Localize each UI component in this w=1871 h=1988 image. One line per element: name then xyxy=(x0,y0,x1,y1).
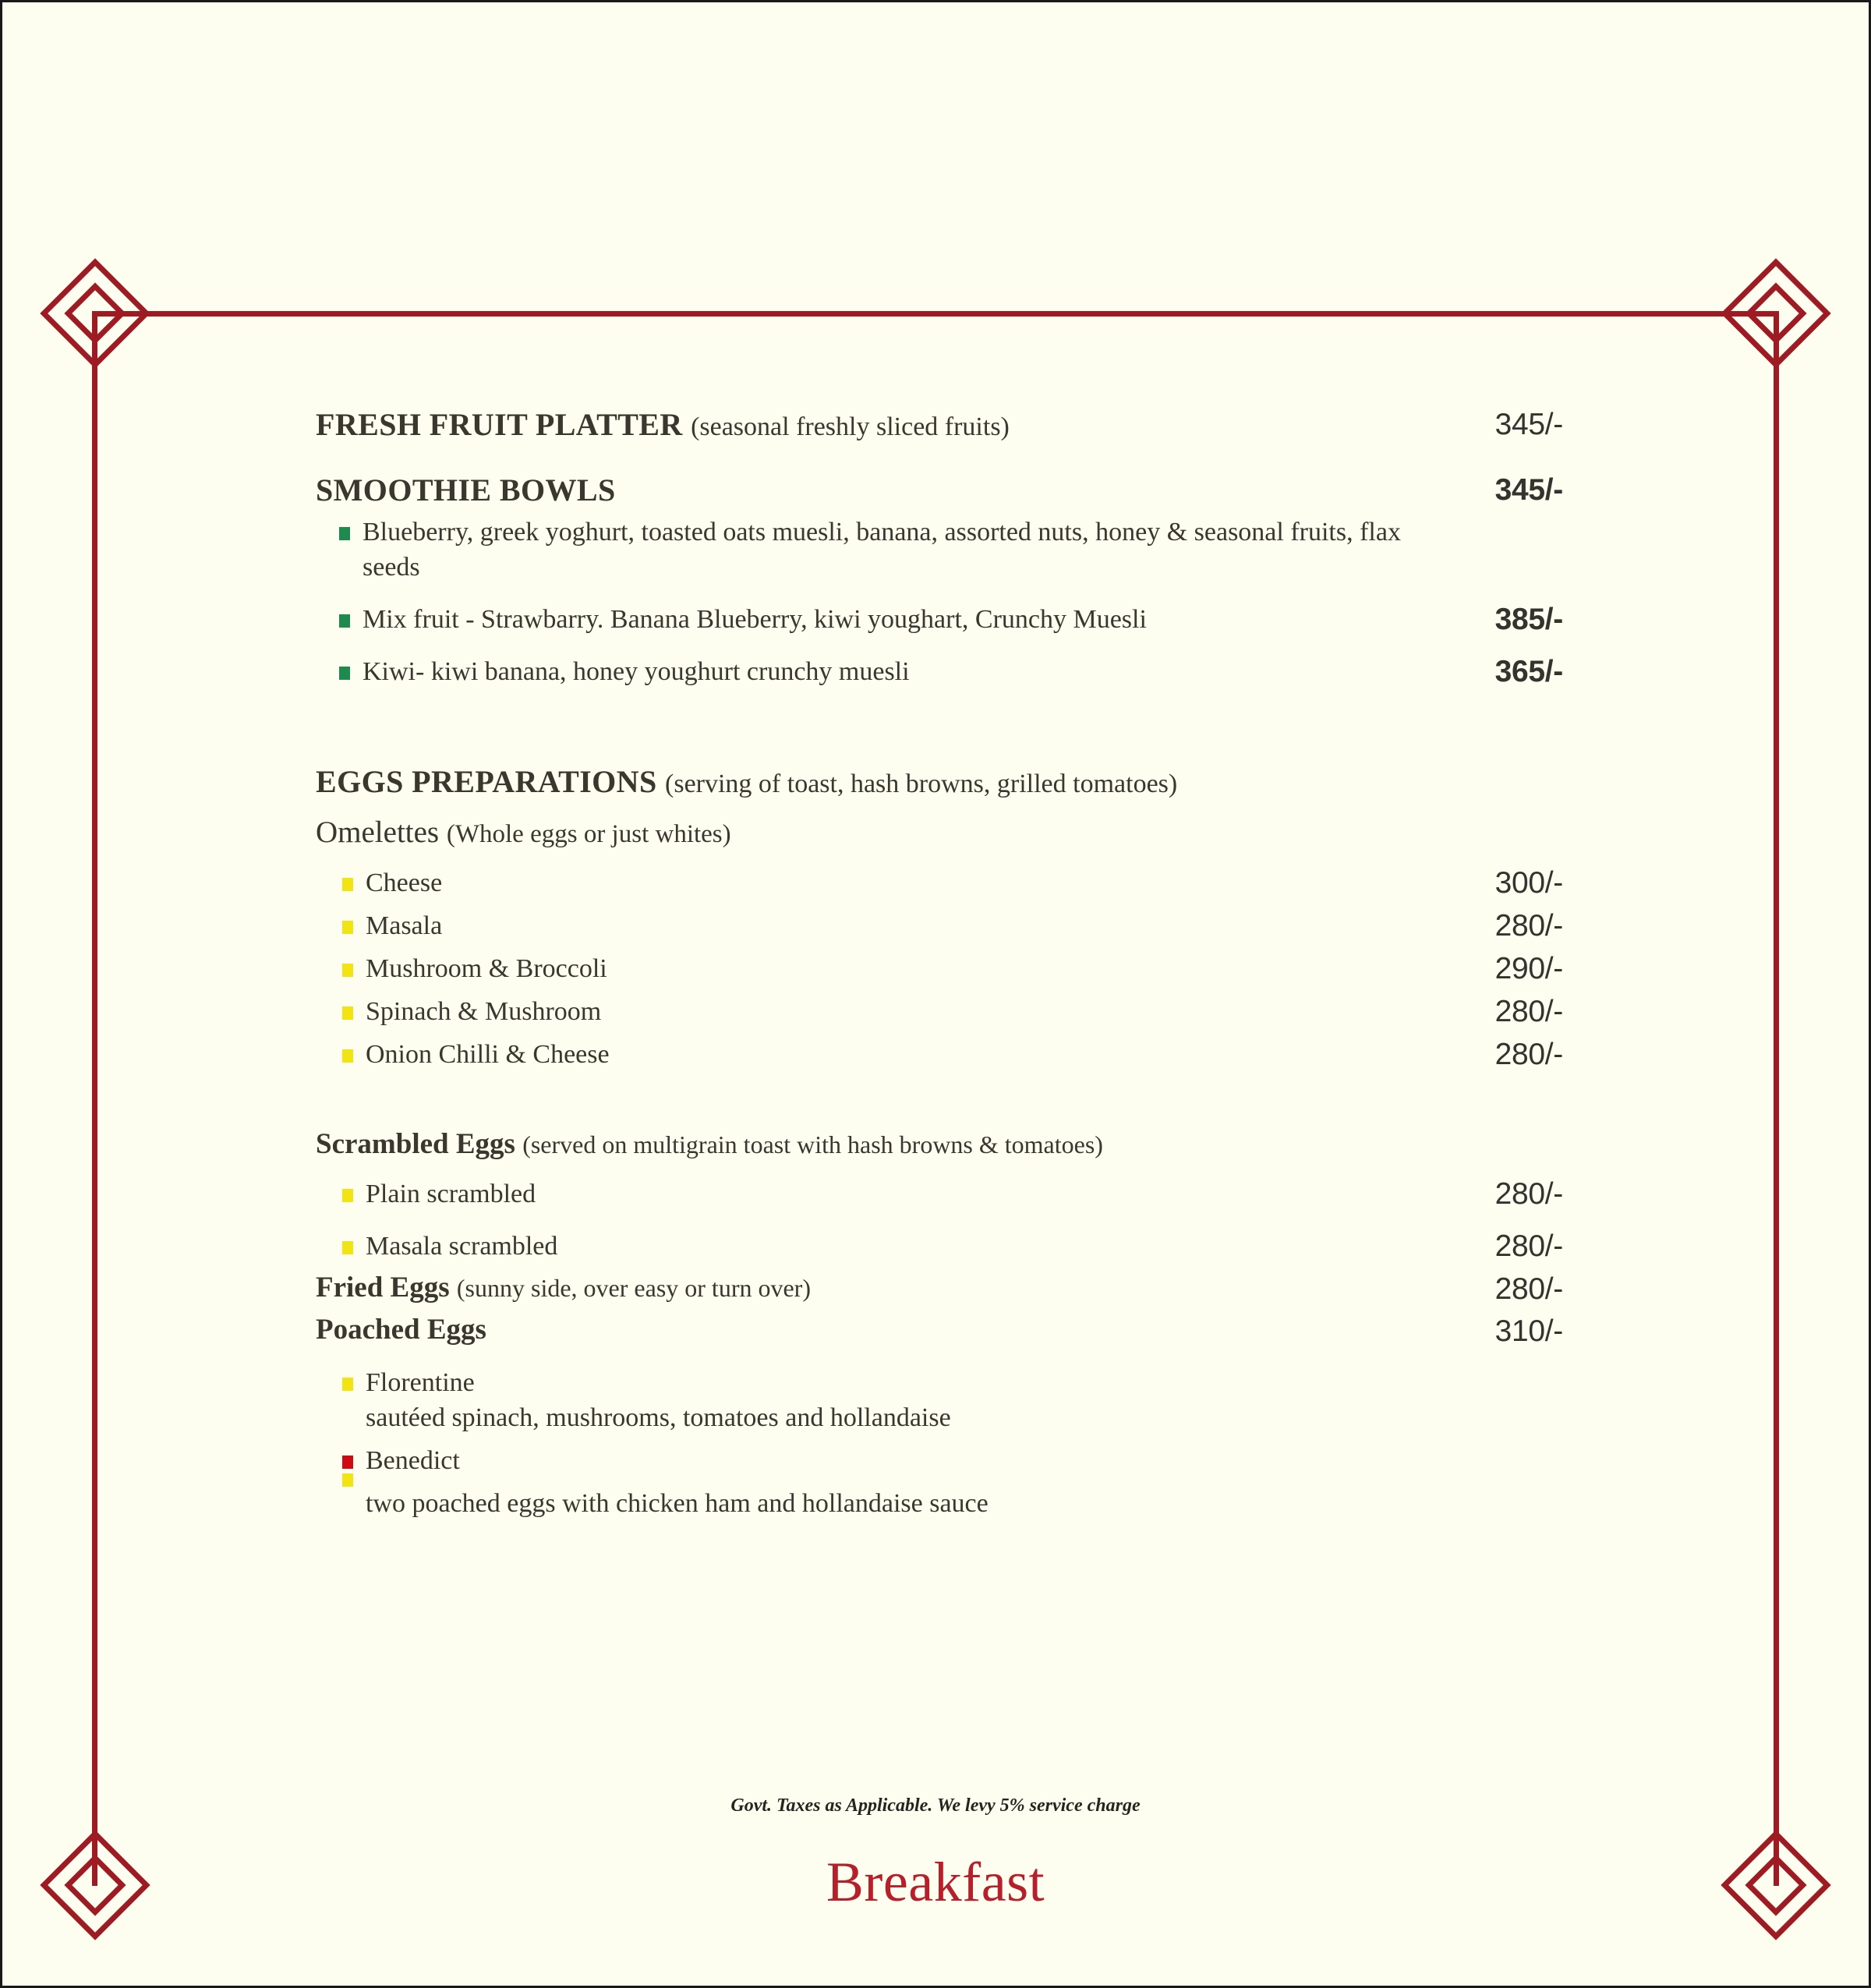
list-item-label: Plain scrambled xyxy=(366,1180,536,1209)
page-title: Breakfast xyxy=(826,1851,1045,1913)
list-item xyxy=(342,1177,1563,1212)
price-value: 280/- xyxy=(1494,1177,1563,1212)
square-bullet-icon xyxy=(342,921,353,934)
list-item-label: Cheese xyxy=(366,868,443,898)
list-item-label: Florentine xyxy=(366,1368,475,1398)
list-item-label: Onion Chilli & Cheese xyxy=(366,1039,610,1069)
price-value: 280/- xyxy=(1494,1229,1563,1264)
list-item xyxy=(342,1038,1563,1073)
list-item-label: Masala scrambled xyxy=(366,1232,558,1261)
price-value: 280/- xyxy=(1494,995,1563,1029)
subsection-note-text: (Whole eggs or just whites) xyxy=(446,819,731,848)
list-item xyxy=(339,603,1563,638)
list-item xyxy=(342,1444,1563,1487)
subsection-heading-poached-eggs xyxy=(316,1314,1415,1346)
list-item xyxy=(339,515,1563,585)
section-note-text: (seasonal freshly sliced fruits) xyxy=(691,412,1010,441)
list-item xyxy=(342,952,1563,987)
price-value: 280/- xyxy=(1494,1037,1563,1071)
square-bullet-icon xyxy=(342,878,353,891)
diamond-ornament-icon-top-right xyxy=(1730,267,1822,359)
subsection-title-text: Fried Eggs xyxy=(316,1272,450,1304)
menu-section-smoothie-bowls xyxy=(316,473,1563,508)
price-value: 290/- xyxy=(1494,952,1563,986)
menu-content xyxy=(316,408,1563,1522)
price-value: 385/- xyxy=(1494,602,1563,636)
frame-line-right xyxy=(1774,311,1779,1886)
subsection-heading-omelettes xyxy=(316,816,1563,850)
section-heading xyxy=(316,473,1415,508)
diamond-ornament-icon-top-left xyxy=(49,267,141,359)
frame-line-top xyxy=(92,311,1779,317)
list-item-label: Spinach & Mushroom xyxy=(366,997,602,1027)
subsection-title-text: Poached Eggs xyxy=(316,1314,486,1346)
section-heading xyxy=(316,765,1415,799)
tax-notice: Govt. Taxes as Applicable. We levy 5% service charge xyxy=(730,1795,1141,1816)
section-heading xyxy=(316,408,1415,442)
list-item xyxy=(342,866,1563,901)
square-bullet-icon xyxy=(342,1241,353,1254)
list-item-label: Benedict xyxy=(366,1445,460,1475)
list-item-label: Mushroom & Broccoli xyxy=(366,954,607,984)
square-bullet-icon xyxy=(339,527,350,540)
section-title-text: EGGS PREPARATIONS xyxy=(316,763,657,799)
price-value: 280/- xyxy=(1494,1272,1563,1307)
square-bullet-icon xyxy=(339,614,350,628)
price-value: 365/- xyxy=(1494,654,1563,688)
section-title-text: FRESH FRUIT PLATTER xyxy=(316,407,683,442)
list-item xyxy=(342,1366,1563,1401)
square-bullet-icon xyxy=(342,1049,353,1063)
subsection-heading-fried-eggs xyxy=(316,1272,1415,1304)
price-value: 280/- xyxy=(1494,909,1563,943)
square-bullet-icon xyxy=(342,964,353,977)
list-item-description: two poached eggs with chicken ham and hollandaise sauce xyxy=(366,1488,989,1518)
subsection-note-text: (served on multigrain toast with hash browns & tomatoes) xyxy=(522,1130,1103,1158)
list-item-description: sautéed spinach, mushrooms, tomatoes and hollandaise xyxy=(366,1403,951,1433)
menu-section-eggs-preparations xyxy=(316,765,1563,799)
subsection-title-text: Scrambled Eggs xyxy=(316,1127,515,1160)
square-bullet-icon xyxy=(339,667,350,680)
section-note-text: (serving of toast, hash browns, grilled tomatoes) xyxy=(665,769,1178,798)
list-item-label: Blueberry, greek yoghurt, toasted oats muesli, banana, assorted nuts, honey & seasonal fruits, flax seeds xyxy=(363,518,1401,582)
frame-line-left xyxy=(92,311,97,1886)
list-item xyxy=(342,1229,1563,1265)
list-item-label: Kiwi- kiwi banana, honey youghurt crunchy muesli xyxy=(363,656,910,686)
list-item xyxy=(342,909,1563,944)
price-value: 345/- xyxy=(1494,473,1563,507)
price-value: 310/- xyxy=(1494,1314,1563,1349)
section-title-text: SMOOTHIE BOWLS xyxy=(316,472,616,508)
square-bullet-icon xyxy=(342,1378,353,1391)
square-bullet-icon xyxy=(342,1456,353,1487)
square-bullet-icon xyxy=(342,1189,353,1202)
menu-section-fried-eggs xyxy=(316,1272,1563,1307)
list-item xyxy=(339,655,1563,690)
price-value: 345/- xyxy=(1494,408,1563,441)
menu-section-fresh-fruit-platter xyxy=(316,408,1563,442)
list-item-label: Masala xyxy=(366,911,443,941)
price-value: 300/- xyxy=(1494,866,1563,900)
subsection-note-text: (sunny side, over easy or turn over) xyxy=(456,1274,811,1303)
list-item xyxy=(342,995,1563,1030)
subsection-heading-scrambled-eggs xyxy=(316,1129,1563,1161)
subsection-title-text: Omelettes xyxy=(316,815,440,849)
square-bullet-icon xyxy=(342,1006,353,1020)
menu-section-poached-eggs xyxy=(316,1314,1563,1349)
list-item-label: Mix fruit - Strawbarry. Banana Blueberry, kiwi youghart, Crunchy Muesli xyxy=(363,604,1147,634)
